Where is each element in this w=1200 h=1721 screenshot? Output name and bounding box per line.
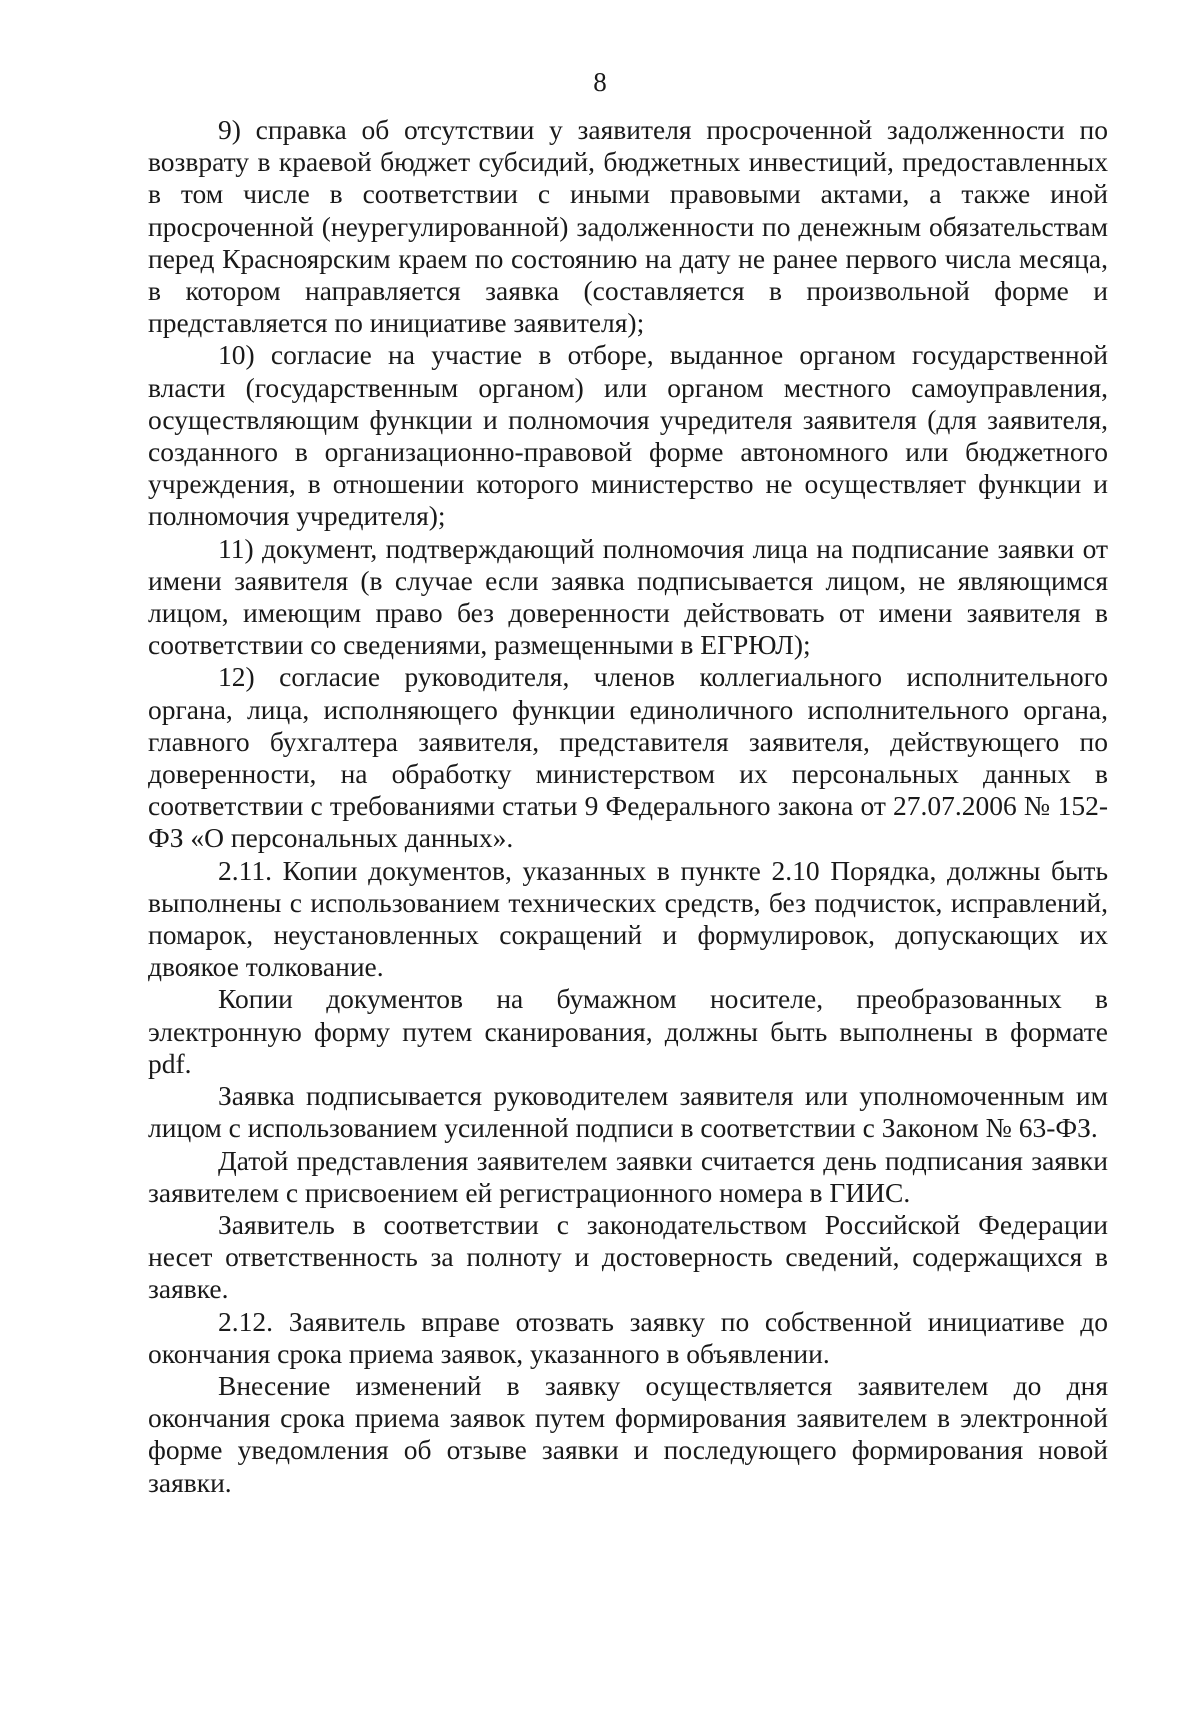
paragraph-clause-2-12: 2.12. Заявитель вправе отозвать заявку по собственной инициативе до окончания срока приема заявок, указанного в объявлении. [148,1305,1108,1369]
paragraph-item-9: 9) справка об отсутствии у заявителя просроченной задолженности по возврату в краевой бюджет субсидий, бюджетных инвестиций, предоставленных в том числе в соответствии с иными правовыми актами, а также иной просроченной (неурегулированной) задолженности по денежным обязательствам перед Красноярским краем по состоянию на дату не ранее первого числа месяца, в котором направляется заявка (составляется в произвольной форме и представляется по инициативе заявителя); [148,114,1108,339]
paragraph-amendments: Внесение изменений в заявку осуществляется заявителем до дня окончания срока приема заявок путем формирования заявителем в электронной форме уведомления об отзыве заявки и последующего формирования новой заявки. [148,1369,1108,1498]
page-number: 8 [593,67,607,97]
paragraph-item-11: 11) документ, подтверждающий полномочия лица на подписание заявки от имени заявителя (в случае если заявка подписывается лицом, не являющимся лицом, имеющим право без доверенности действовать от имени заявителя в соответствии со сведениями, размещенными в ЕГРЮЛ); [148,532,1108,661]
paragraph-scanned-copies: Копии документов на бумажном носителе, преобразованных в электронную форму путем сканирования, должны быть выполнены в формате pdf. [148,983,1108,1079]
paragraph-clause-2-11: 2.11. Копии документов, указанных в пункте 2.10 Порядка, должны быть выполнены с использованием технических средств, без подчисток, исправлений, помарок, неустановленных сокращений и формулировок, допускающих их двоякое толкование. [148,854,1108,983]
paragraph-responsibility: Заявитель в соответствии с законодательством Российской Федерации несет ответственность за полноту и достоверность сведений, содержащихся в заявке. [148,1208,1108,1305]
paragraph-item-10: 10) согласие на участие в отборе, выданное органом государственной власти (государственным органом) или органом местного самоуправления, осуществляющим функции и полномочия учредителя заявителя (для заявителя, созданного в организационно-правовой форме автономного или бюджетного учреждения, в отношении которого министерство не осуществляет функции и полномочия учредителя); [148,339,1108,532]
paragraph-submission-date: Датой представления заявителем заявки считается день подписания заявки заявителем с присвоением ей регистрационного номера в ГИИС. [148,1144,1108,1208]
paragraph-signature: Заявка подписывается руководителем заявителя или уполномоченным им лицом с использованием усиленной подписи в соответствии с Законом № 63-ФЗ. [148,1080,1108,1144]
paragraph-item-12: 12) согласие руководителя, членов коллегиального исполнительного органа, лица, исполняющего функции единоличного исполнительного органа, главного бухгалтера заявителя, представителя заявителя, действующего по доверенности, на обработку министерством их персональных данных в соответствии с требованиями статьи 9 Федерального закона от 27.07.2006 № 152-ФЗ «О персональных данных». [148,661,1108,854]
document-body [148,114,1108,1499]
